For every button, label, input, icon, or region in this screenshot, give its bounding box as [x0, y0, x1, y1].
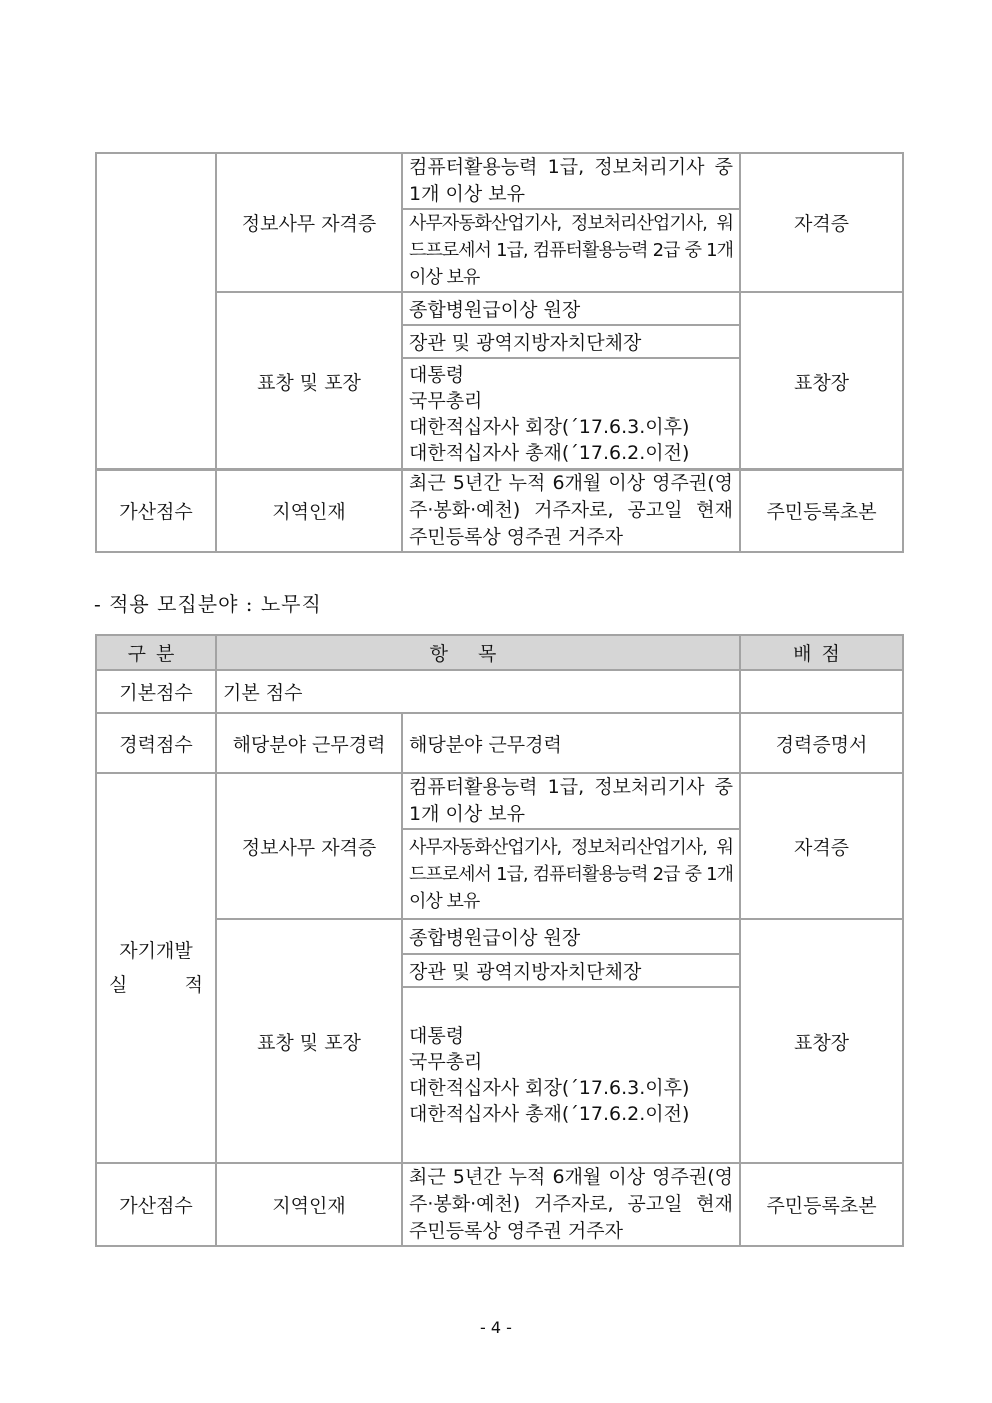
page-number: - 4 -: [480, 1318, 512, 1337]
award-item-2: 장관 및 광역지방자치단체장: [402, 954, 740, 987]
award-document: 표창장: [740, 919, 903, 1163]
section-heading: - 적용 모집분야 : 노무직: [94, 592, 322, 616]
category-cell-empty: [96, 153, 216, 470]
scoring-table-labor: [95, 634, 904, 1247]
award-category: 표창 및 포장: [216, 292, 402, 470]
region-document: 주민등록초본: [740, 469, 903, 552]
info-cert-item-1: 컴퓨터활용능력 1급, 정보처리기사 중 1개 이상 보유: [402, 773, 740, 829]
award-item-1: 종합병원급이상 원장: [402, 292, 740, 325]
header-item: 항목: [216, 635, 740, 670]
info-cert-category: 정보사무 자격증: [216, 153, 402, 292]
header-category: 구분: [96, 635, 216, 670]
award-line: 대한적십자사 총재(´17.6.2.이전): [409, 442, 690, 464]
self-dev-label: [96, 773, 216, 1163]
award-item-3: [402, 987, 740, 1163]
career-document: 경력증명서: [740, 713, 903, 773]
info-cert-document: 자격증: [740, 153, 903, 292]
bonus-row-table-1: [95, 468, 904, 553]
award-line: 대한적십자사 회장(´17.6.3.이후): [409, 1077, 690, 1099]
award-line: 국무총리: [409, 1051, 483, 1073]
header-score: 배점: [740, 635, 903, 670]
award-line: 국무총리: [409, 390, 483, 412]
self-dev-label-char2: 적: [184, 974, 203, 996]
region-item: 최근 5년간 누적 6개월 이상 영주권(영주·봉화·예천) 거주자로, 공고일 현재 주민등록상 영주권 거주자: [402, 1163, 740, 1246]
career-item: 해당분야 근무경력: [402, 713, 740, 773]
award-item-1: 종합병원급이상 원장: [402, 919, 740, 954]
career-category: 해당분야 근무경력: [216, 713, 402, 773]
award-category: 표창 및 포장: [216, 919, 402, 1163]
self-dev-label-char1: 실: [109, 974, 128, 996]
bonus-label: 가산점수: [96, 469, 216, 552]
award-line: 대한적십자사 회장(´17.6.3.이후): [409, 416, 690, 438]
region-category: 지역인재: [216, 469, 402, 552]
basic-item: 기본 점수: [216, 670, 740, 713]
award-line: 대한적십자사 총재(´17.6.2.이전): [409, 1103, 690, 1125]
basic-document-empty: [740, 670, 903, 713]
award-document: 표창장: [740, 292, 903, 470]
scoring-table-continued: [95, 152, 904, 471]
award-line: 대통령: [409, 364, 465, 386]
career-label: 경력점수: [96, 713, 216, 773]
table-header-row: [96, 635, 903, 670]
info-cert-item-2: 사무자동화산업기사, 정보처리산업기사, 워드프로세서 1급, 컴퓨터활용능력 2급 중 1개 이상 보유: [402, 829, 740, 919]
bonus-label: 가산점수: [96, 1163, 216, 1246]
award-item-2: 장관 및 광역지방자치단체장: [402, 325, 740, 358]
info-cert-item-1: 컴퓨터활용능력 1급, 정보처리기사 중 1개 이상 보유: [402, 153, 740, 209]
award-line: 대통령: [409, 1025, 465, 1047]
region-category: 지역인재: [216, 1163, 402, 1246]
award-item-3: [402, 358, 740, 470]
self-dev-label-line2: [103, 968, 209, 1002]
region-item: 최근 5년간 누적 6개월 이상 영주권(영주·봉화·예천) 거주자로, 공고일 현재 주민등록상 영주권 거주자: [402, 469, 740, 552]
info-cert-category: 정보사무 자격증: [216, 773, 402, 919]
info-cert-item-2: 사무자동화산업기사, 정보처리산업기사, 워드프로세서 1급, 컴퓨터활용능력 2급 중 1개 이상 보유: [402, 209, 740, 292]
region-document: 주민등록초본: [740, 1163, 903, 1246]
basic-label: 기본점수: [96, 670, 216, 713]
info-cert-document: 자격증: [740, 773, 903, 919]
self-dev-label-line1: 자기개발: [119, 940, 193, 962]
